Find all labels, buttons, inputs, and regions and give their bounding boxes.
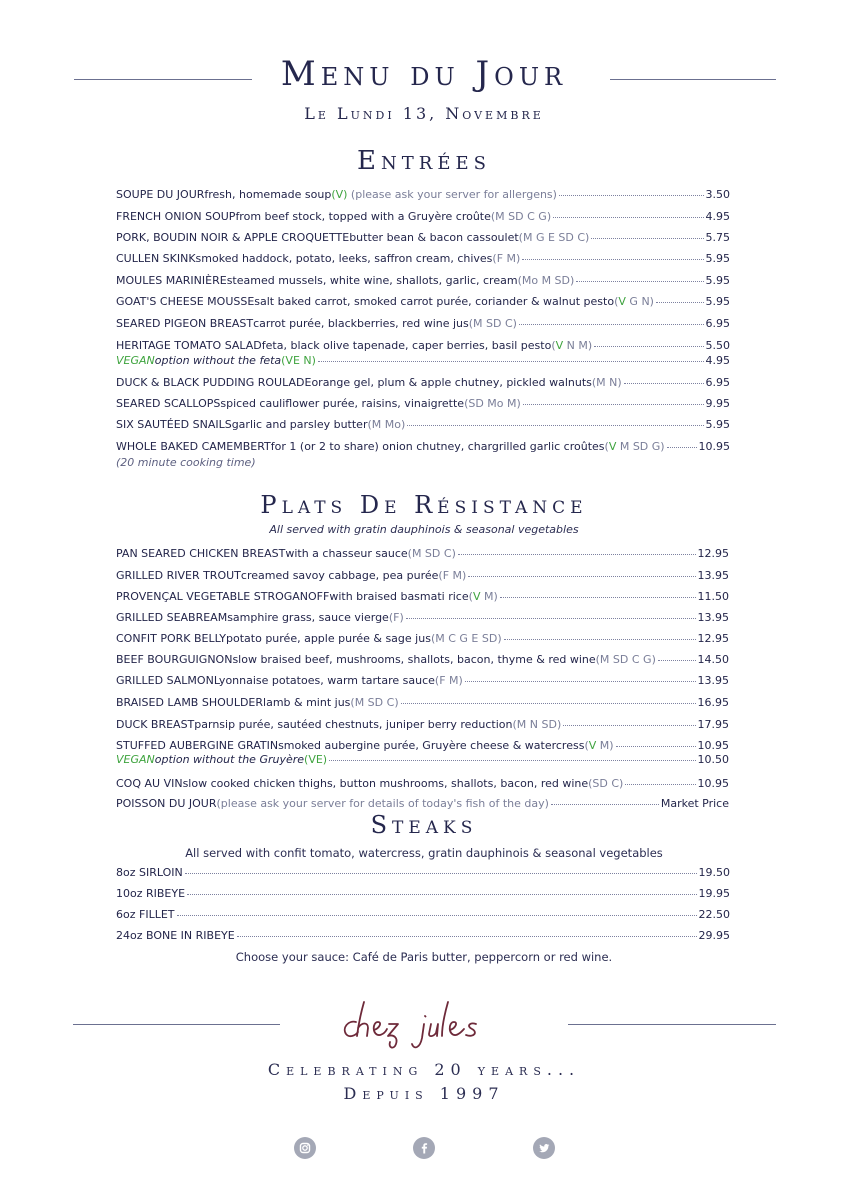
leader-dots [594,346,703,347]
camembert-note: (20 minute cooking time) [116,456,256,469]
footer-rule-left [73,1024,280,1025]
leader-dots [658,660,696,661]
menu-item [116,397,730,411]
item-name: GRILLED SEABREAM [116,611,228,624]
item-allergens [408,547,456,561]
leader-dots [177,915,697,916]
item-price: 5.95 [705,418,730,431]
plats-subtitle: All served with gratin dauphinois & seasonal vegetables [269,523,579,536]
twitter-icon[interactable] [533,1137,555,1159]
item-price: 4.95 [705,210,730,223]
item-price: 10.95 [697,739,729,752]
item-allergens [596,653,656,667]
allergen-codes: G N) [625,295,654,308]
vegan-label: VEGAN [116,354,155,367]
item-allergens [389,611,404,625]
item-price: 13.95 [697,674,729,687]
celebrating-text: Celebrating 20 years... [267,1060,581,1079]
allergen-codes: (M SD C) [468,317,517,330]
leader-dots [187,894,696,895]
menu-item [116,252,730,266]
menu-item [116,777,729,791]
leader-dots [504,639,696,640]
item-name: 24oz BONE IN RIBEYE [116,929,235,942]
allergen-codes: M) [480,590,498,603]
item-price: 6.95 [705,376,730,389]
item-description: for 1 (or 2 to share) onion chutney, chargrilled garlic croûtes [270,440,605,453]
item-allergens [438,569,466,583]
item-name: POISSON DU JOUR [116,797,217,810]
item-description: carrot purée, blackberries, red wine jus [253,317,469,330]
item-allergens [605,440,665,454]
item-allergens [519,231,590,245]
item-name: CONFIT PORK BELLY [116,632,227,645]
menu-item [116,653,729,667]
vegetarian-marker: V [608,440,617,453]
item-name: SEARED SCALLOPS [116,397,221,410]
item-allergens [588,777,623,791]
item-name: CULLEN SKINK [116,252,196,265]
item-allergens [217,797,549,811]
leader-dots [407,425,703,426]
item-allergens [469,590,498,604]
item-name: SIX SAUTÉED SNAILS [116,418,232,431]
item-allergens [350,696,398,710]
allergen-codes: (M SD C G) [490,210,552,223]
item-description: feta, black olive tapenade, caper berries, basil pesto [261,339,552,352]
allergen-codes: M SD G) [616,440,665,453]
allergen-codes: (M C G E SD) [430,632,502,645]
item-description: butter bean & bacon cassoulet [349,231,519,244]
instagram-icon[interactable] [294,1137,316,1159]
menu-item [116,188,730,202]
vegan-option-text: option without the feta [154,354,282,367]
steak-item [116,929,730,943]
vegan-option-text: option without the Gruyère [154,753,305,766]
allergen-codes: (M SD C) [407,547,456,560]
allergen-codes: (SD Mo M) [464,397,521,410]
sauce-note: Choose your sauce: Café de Paris butter, peppercorn or red wine. [235,950,613,964]
item-allergens [584,739,613,753]
item-price: 5.95 [705,274,730,287]
item-description: slow braised beef, mushrooms, shallots, bacon, thyme & red wine [232,653,596,666]
steak-item [116,908,730,922]
item-name: COQ AU VIN [116,777,183,790]
menu-item [116,339,730,353]
item-price: 12.95 [697,632,729,645]
item-name: MOULES MARINIÈRE [116,274,227,287]
item-name: DUCK & BLACK PUDDING ROULADE [116,376,312,389]
vegan-option-price: 4.95 [705,354,730,367]
menu-item [116,590,729,604]
item-name: 8oz SIRLOIN [116,866,183,879]
item-allergens [518,274,575,288]
allergen-codes: (M Mo) [367,418,406,431]
item-allergens [464,397,521,411]
leader-dots [185,873,697,874]
allergen-codes: (Mo M SD) [517,274,575,287]
leader-dots [519,324,704,325]
leader-dots [237,936,697,937]
vegetarian-marker: V [588,739,597,752]
item-name: HERITAGE TOMATO SALAD [116,339,262,352]
item-name: PROVENÇAL VEGETABLE STROGANOFF [116,590,330,603]
item-name: BRAISED LAMB SHOULDER [116,696,264,709]
menu-item [116,696,729,710]
item-price: 19.50 [698,866,730,879]
allergen-codes: ( [551,339,556,352]
allergen-codes: (M SD C G) [595,653,656,666]
item-price: 5.50 [705,339,730,352]
plat-vegan-option [116,753,729,767]
menu-item [116,231,730,245]
item-price: 12.95 [697,547,729,560]
allergen-codes: ( [614,295,619,308]
item-price: 16.95 [697,696,729,709]
item-price: 11.50 [697,590,729,603]
menu-item [116,317,730,331]
item-price: 5.75 [705,231,730,244]
chez-jules-logo [334,994,514,1054]
item-name: PAN SEARED CHICKEN BREAST [116,547,286,560]
item-description: parnsip purée, sautéed chestnuts, juniper berry reduction [194,718,513,731]
allergen-codes: (M G E SD C) [518,231,590,244]
item-price: 13.95 [697,611,729,624]
allergen-codes: N M) [563,339,593,352]
leader-dots [401,703,696,704]
leader-dots [625,784,695,785]
menu-item [116,274,730,288]
allergen-codes: M) [596,739,614,752]
item-name: PORK, BOUDIN NOIR & APPLE CROQUETTE [116,231,350,244]
item-allergens [492,252,520,266]
item-allergens [592,376,622,390]
leader-dots [551,804,659,805]
allergen-codes: (M N) [591,376,622,389]
leader-dots [500,597,696,598]
item-price: 10.95 [697,777,729,790]
leader-dots [624,383,704,384]
menu-item [116,376,730,390]
item-name: FRENCH ONION SOUP [116,210,236,223]
item-price: 6.95 [705,317,730,330]
item-name: DUCK BREAST [116,718,195,731]
item-price: 19.95 [698,887,730,900]
vegetarian-marker: V [618,295,626,308]
allergen-codes: ( [584,739,589,752]
item-description: smoked haddock, potato, leeks, saffron cream, chives [195,252,493,265]
plats-title: Plats De Résistance [260,491,588,519]
allergen-codes: ( [468,590,473,603]
vegan-option-code: (VE) [304,753,328,766]
item-description: from beef stock, topped with a Gruyère croûte [235,210,491,223]
item-description: potato purée, apple purée & sage jus [226,632,431,645]
allergen-codes: (SD C) [588,777,624,790]
item-name: STUFFED AUBERGINE GRATIN [116,739,279,752]
leader-dots [656,302,704,303]
steak-item [116,887,730,901]
leader-dots [329,760,695,761]
leader-dots [667,447,697,448]
vegetarian-marker: V [472,590,481,603]
menu-item [116,547,729,561]
item-description: lamb & mint jus [263,696,351,709]
item-description: with braised basmati rice [329,590,469,603]
allergen-codes: (M N SD) [512,718,562,731]
menu-item [116,440,730,454]
item-name: 10oz RIBEYE [116,887,186,900]
item-name: WHOLE BAKED CAMEMBERT [116,440,271,453]
leader-dots [318,361,704,362]
item-description: slow cooked chicken thighs, button mushrooms, shallots, bacon, red wine [182,777,589,790]
allergen-codes: (please ask your server for allergens) [347,188,557,201]
leader-dots [465,681,696,682]
item-name: SEARED PIGEON BREAST [116,317,254,330]
item-price: 9.95 [705,397,730,410]
item-price: 3.50 [705,188,730,201]
item-name: 6oz FILLET [116,908,175,921]
item-description: with a chasseur sauce [285,547,408,560]
vegetarian-marker: (V) [331,188,348,201]
item-allergens [512,718,561,732]
menu-item [116,739,729,753]
leader-dots [553,217,703,218]
steaks-title: Steaks [370,811,478,839]
leader-dots [559,195,704,196]
item-name: GRILLED RIVER TROUT [116,569,241,582]
leader-dots [458,554,696,555]
footer-rule-right [568,1024,776,1025]
item-name: SOUPE DU JOUR [116,188,205,201]
item-allergens [551,339,592,353]
leader-dots [591,238,703,239]
allergen-codes: (please ask your server for details of today's fish of the day) [216,797,549,810]
vegan-option-price: 10.50 [697,753,729,766]
steaks-subtitle: All served with confit tomato, watercress, gratin dauphinois & seasonal vegetables [185,846,663,860]
item-price: 29.95 [698,929,730,942]
item-description: smoked aubergine purée, Gruyère cheese & watercress [278,739,585,752]
leader-dots [576,281,703,282]
leader-dots [563,725,695,726]
item-description: spiced cauliflower purée, raisins, vinaigrette [220,397,465,410]
menu-date: Le Lundi 13, Novembre [304,104,544,123]
item-price: 14.50 [697,653,729,666]
menu-item [116,569,729,583]
item-price: 5.95 [705,295,730,308]
entrees-title: Entrées [357,146,491,176]
menu-item [116,295,730,309]
allergen-codes: (F M) [492,252,521,265]
vegan-label: VEGAN [116,753,155,766]
depuis-text: Depuis 1997 [343,1084,505,1103]
item-description: steamed mussels, white wine, shallots, garlic, cream [226,274,518,287]
allergen-codes: (F) [388,611,404,624]
facebook-icon[interactable] [413,1137,435,1159]
menu-item [116,632,729,646]
leader-dots [523,404,704,405]
item-allergens [614,295,654,309]
item-description: Lyonnaise potatoes, warm tartare sauce [213,674,435,687]
item-allergens [469,317,517,331]
item-price: 22.50 [698,908,730,921]
menu-item [116,418,730,432]
menu-item [116,611,729,625]
leader-dots [616,746,696,747]
vegan-option-code: (VE N) [281,354,316,367]
steak-item [116,866,730,880]
menu-item [116,797,729,811]
item-price: 13.95 [697,569,729,582]
leader-dots [406,618,696,619]
item-description: salt baked carrot, smoked carrot purée, coriander & walnut pesto [254,295,615,308]
item-price: 17.95 [697,718,729,731]
entree-vegan-option [116,354,730,368]
allergen-codes: (F M) [438,569,467,582]
item-allergens [331,188,557,202]
item-allergens [431,632,502,646]
menu-item [116,674,729,688]
leader-dots [468,576,695,577]
item-allergens [491,210,551,224]
menu-item [116,210,730,224]
leader-dots [522,259,703,260]
item-allergens [435,674,463,688]
item-allergens [367,418,405,432]
allergen-codes: (F M) [434,674,463,687]
item-description: samphire grass, sauce vierge [227,611,389,624]
item-description: orange gel, plum & apple chutney, pickled walnuts [311,376,592,389]
item-description: fresh, homemade soup [204,188,332,201]
item-price: Market Price [660,797,729,810]
item-price: 10.95 [698,440,730,453]
item-name: GRILLED SALMON [116,674,214,687]
item-description: garlic and parsley butter [231,418,368,431]
allergen-codes: ( [604,440,609,453]
allergen-codes: (M SD C) [350,696,399,709]
menu-item [116,718,729,732]
menu-title: Menu du Jour [280,54,568,94]
item-name: BEEF BOURGUIGNON [116,653,233,666]
item-price: 5.95 [705,252,730,265]
item-name: GOAT'S CHEESE MOUSSE [116,295,255,308]
vegetarian-marker: V [555,339,564,352]
item-description: creamed savoy cabbage, pea purée [240,569,439,582]
